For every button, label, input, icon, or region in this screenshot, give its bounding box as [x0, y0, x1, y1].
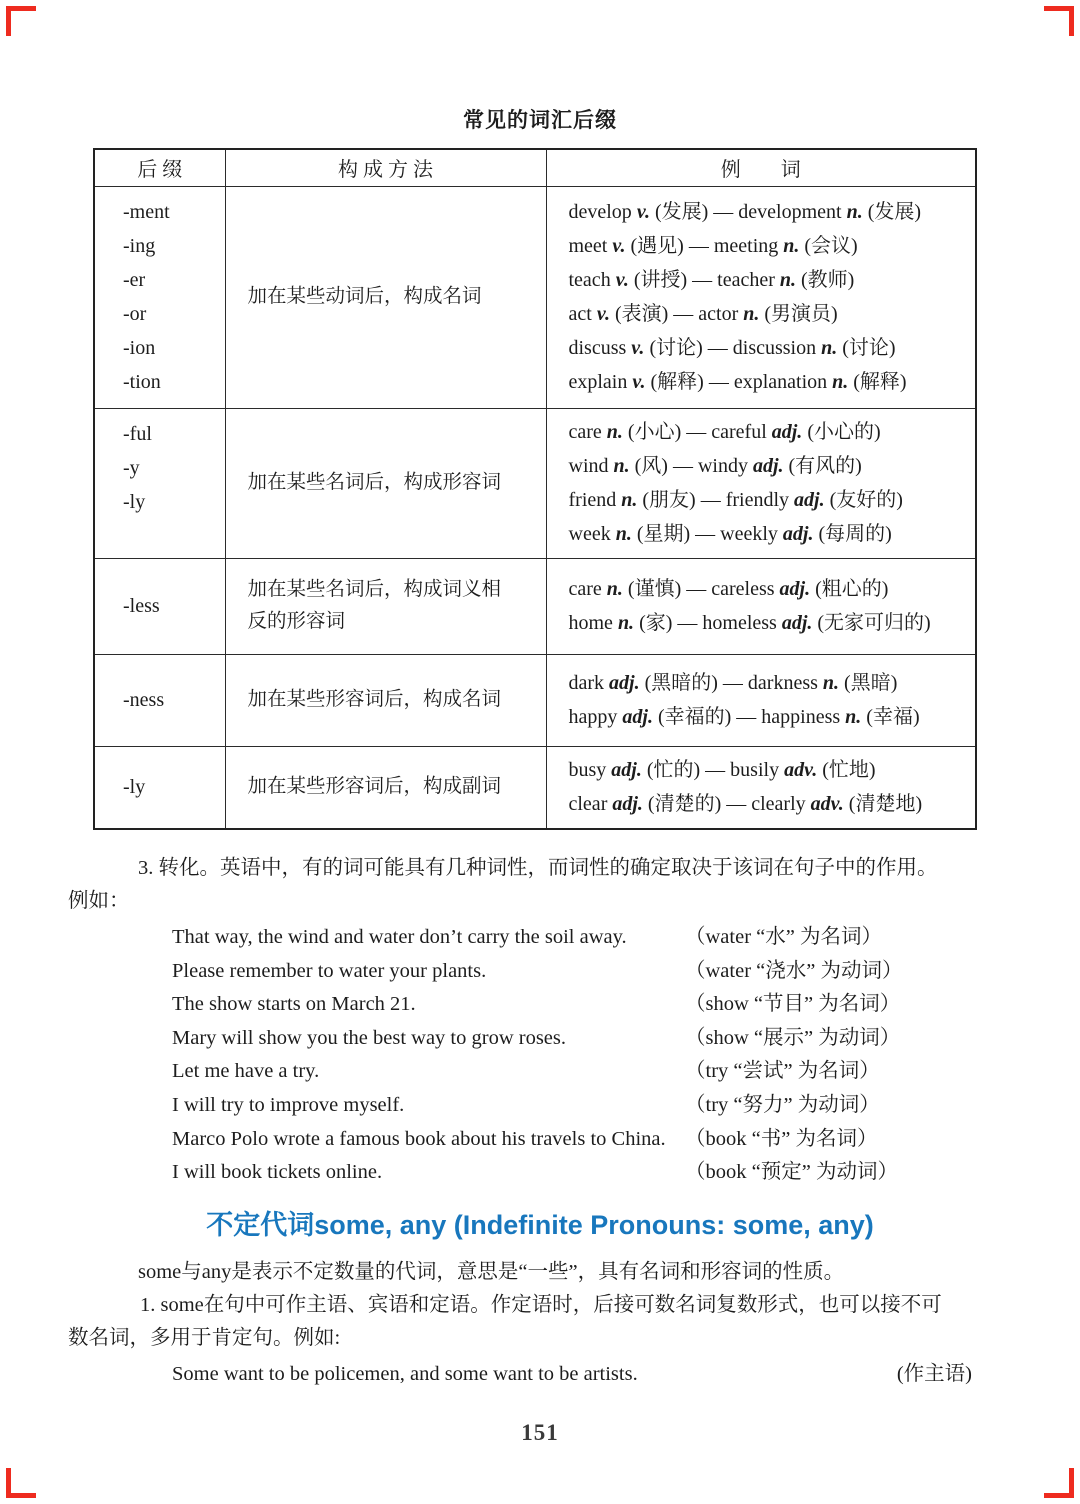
conversion-example-row	[172, 921, 1015, 955]
pos-abbr: v.	[612, 235, 626, 257]
conversion-sentence: Please remember to water your plants.	[172, 959, 487, 982]
example-word-pair: week n. (星期) — weekly adj. (每周的)	[568, 523, 892, 545]
section-para2	[68, 1289, 1015, 1355]
pos-abbr: n.	[846, 201, 863, 223]
method-text: 加在某些动词后，构成名词	[247, 286, 482, 307]
conversion-example-list	[172, 921, 1015, 1190]
pos-abbr: adj.	[779, 578, 811, 600]
pos-abbr: adj.	[782, 523, 814, 545]
conversion-intro: 3. 转化。英语中，有的词可能具有几种词性，而词性的确定取决于该词在句子中的作用。	[138, 857, 938, 879]
pos-abbr: adj.	[781, 612, 813, 634]
suffix: -less	[123, 595, 160, 617]
suffix-table-row	[94, 746, 976, 829]
pos-abbr: n.	[606, 421, 623, 443]
conversion-note: （book “书” 为名词）	[685, 1127, 878, 1150]
suffix-table	[93, 148, 977, 830]
section-example-sentence: Some want to be policemen, and some want to be artists.	[172, 1363, 638, 1385]
conversion-sentence: Let me have a try.	[172, 1060, 320, 1083]
pos-abbr: n.	[783, 235, 800, 257]
pos-abbr: adj.	[612, 793, 643, 816]
conversion-sentence: I will try to improve myself.	[172, 1093, 405, 1116]
method-cell	[225, 186, 546, 408]
table-title: 常见的词汇后缀	[463, 108, 617, 132]
example-word-pair: happy adj. (幸福的) — happiness n. (幸福)	[568, 706, 920, 728]
section-para1: some与any是表示不定数量的代词，意思是“一些”，具有名词和形容词的性质。	[138, 1261, 845, 1283]
pos-abbr: n.	[621, 489, 638, 511]
suffix-table-header-row	[94, 149, 976, 186]
pos-abbr: n.	[613, 455, 630, 477]
suffix: -ness	[123, 689, 165, 711]
suffix: -ing	[123, 235, 156, 257]
crop-mark-bottom-right	[1044, 1468, 1074, 1498]
conversion-sentence: Mary will show you the best way to grow roses.	[172, 1026, 567, 1049]
pos-abbr: v.	[615, 269, 629, 291]
example-word-pair: meet v. (遇见) — meeting n. (会议)	[568, 235, 858, 257]
pos-abbr: n.	[821, 337, 838, 359]
example-word-pair: teach v. (讲授) — teacher n. (教师)	[568, 269, 855, 291]
suffix-cell	[94, 408, 225, 558]
pos-abbr: v.	[636, 201, 650, 223]
example-word-pair: care n. (小心) — careful adj. (小心的)	[568, 421, 881, 443]
conversion-example-row	[172, 1022, 1015, 1056]
pos-abbr: adj.	[752, 455, 784, 477]
pos-abbr: v.	[632, 371, 646, 393]
suffix-table-header-2: 例 词	[546, 149, 976, 186]
example-word-pair: care n. (谨慎) — careless adj. (粗心的)	[568, 578, 889, 600]
method-text: 加在某些形容词后，构成名词	[247, 689, 502, 710]
example-word-pair: discuss v. (讨论) — discussion n. (讨论)	[568, 337, 896, 359]
example-word-pair: busy adj. (忙的) — busily adv. (忙地)	[568, 759, 876, 782]
example-cell	[546, 654, 976, 746]
conversion-eg-label: 例如：	[68, 890, 130, 912]
example-word-pair: dark adj. (黑暗的) — darkness n. (黑暗)	[568, 672, 898, 694]
crop-mark-bottom-left	[6, 1468, 36, 1498]
suffix-table-row	[94, 186, 976, 408]
section-para2-line: 1. some在句中可作主语、宾语和定语。作定语时，后接可数名词复数形式，也可以接不可	[140, 1294, 942, 1316]
pos-abbr: n.	[822, 672, 840, 694]
example-word-pair: clear adj. (清楚的) — clearly adv. (清楚地)	[568, 793, 923, 816]
conversion-note: （try “努力” 为动词）	[685, 1093, 880, 1116]
pos-abbr: n.	[615, 523, 632, 545]
pos-abbr: adv.	[784, 759, 818, 782]
conversion-sentence: Marco Polo wrote a famous book about his travels to China.	[172, 1127, 666, 1150]
suffix-table-header-0: 后 缀	[94, 149, 225, 186]
pos-abbr: adj.	[611, 759, 642, 782]
suffix: -ion	[123, 337, 156, 359]
example-word-pair: wind n. (风) — windy adj. (有风的)	[568, 455, 862, 477]
method-text: 加在某些名词后，构成词义相反的形容词	[247, 579, 502, 632]
suffix: -or	[123, 303, 147, 325]
method-cell	[225, 558, 546, 654]
method-text: 加在某些形容词后，构成副词	[247, 776, 502, 798]
conversion-note: （water “水” 为名词）	[685, 926, 882, 948]
pos-abbr: adv.	[810, 793, 844, 816]
pos-abbr: v.	[596, 303, 610, 325]
suffix: -y	[123, 456, 140, 479]
example-word-pair: develop v. (发展) — development n. (发展)	[568, 201, 922, 223]
pos-abbr: v.	[631, 337, 645, 359]
conversion-example-row	[172, 988, 1015, 1022]
page-number: 151	[521, 1420, 559, 1445]
example-word-pair: act v. (表演) — actor n. (男演员)	[568, 303, 838, 325]
conversion-example-row	[172, 1156, 1015, 1190]
example-cell	[546, 558, 976, 654]
suffix-table-row	[94, 654, 976, 746]
method-cell	[225, 654, 546, 746]
conversion-section	[68, 852, 1015, 1190]
conversion-example-row	[172, 955, 1015, 989]
conversion-example-row	[172, 1055, 1015, 1089]
conversion-example-row	[172, 1123, 1015, 1157]
pos-abbr: n.	[606, 578, 623, 600]
some-any-section	[68, 1256, 1015, 1392]
conversion-sentence: I will book tickets online.	[172, 1161, 383, 1184]
suffix-cell	[94, 654, 225, 746]
conversion-note: （book “预定” 为动词）	[685, 1161, 898, 1184]
method-cell	[225, 408, 546, 558]
suffix-cell	[94, 746, 225, 829]
suffix: -ly	[123, 490, 146, 513]
suffix: -tion	[123, 371, 161, 393]
section-heading: 不定代词some, any (Indefinite Pronouns: some, any)	[206, 1210, 874, 1240]
conversion-example-row	[172, 1089, 1015, 1123]
pos-abbr: n.	[617, 612, 635, 634]
suffix: -ly	[123, 776, 146, 799]
conversion-note: （show “节目” 为名词）	[685, 993, 901, 1016]
example-cell	[546, 408, 976, 558]
section-example-note: (作主语)	[896, 1363, 972, 1385]
crop-mark-top-right	[1044, 6, 1074, 36]
pos-abbr: n.	[743, 303, 760, 325]
suffix-cell	[94, 558, 225, 654]
example-word-pair: home n. (家) — homeless adj. (无家可归的)	[568, 612, 931, 634]
suffix: -ment	[123, 201, 170, 223]
pos-abbr: adj.	[622, 706, 653, 728]
pos-abbr: adj.	[609, 672, 640, 694]
example-cell	[546, 746, 976, 829]
suffix-table-row	[94, 558, 976, 654]
method-cell	[225, 746, 546, 829]
conversion-sentence: The show starts on March 21.	[172, 993, 416, 1016]
suffix-table-row	[94, 408, 976, 558]
section-para2-line: 数名词，多用于肯定句。例如:	[68, 1327, 341, 1349]
pos-abbr: n.	[845, 706, 862, 728]
suffix: -ful	[123, 422, 152, 445]
example-word-pair: explain v. (解释) — explanation n. (解释)	[568, 371, 907, 393]
suffix-table-header-1: 构 成 方 法	[225, 149, 546, 186]
method-text: 加在某些名词后，构成形容词	[247, 472, 502, 493]
suffix: -er	[123, 269, 146, 291]
example-word-pair: friend n. (朋友) — friendly adj. (友好的)	[568, 489, 903, 511]
pos-abbr: adj.	[771, 421, 803, 443]
conversion-note: （water “浇水” 为动词）	[685, 959, 903, 982]
conversion-sentence: That way, the wind and water don’t carry the soil away.	[172, 926, 627, 948]
crop-mark-top-left	[6, 6, 36, 36]
pos-abbr: n.	[779, 269, 796, 291]
conversion-note: （try “尝试” 为名词）	[685, 1060, 880, 1083]
pos-abbr: n.	[832, 371, 849, 393]
pos-abbr: adj.	[794, 489, 825, 511]
suffix-cell	[94, 186, 225, 408]
conversion-note: （show “展示” 为动词）	[685, 1026, 901, 1049]
section-example-row	[172, 1358, 972, 1392]
example-cell	[546, 186, 976, 408]
